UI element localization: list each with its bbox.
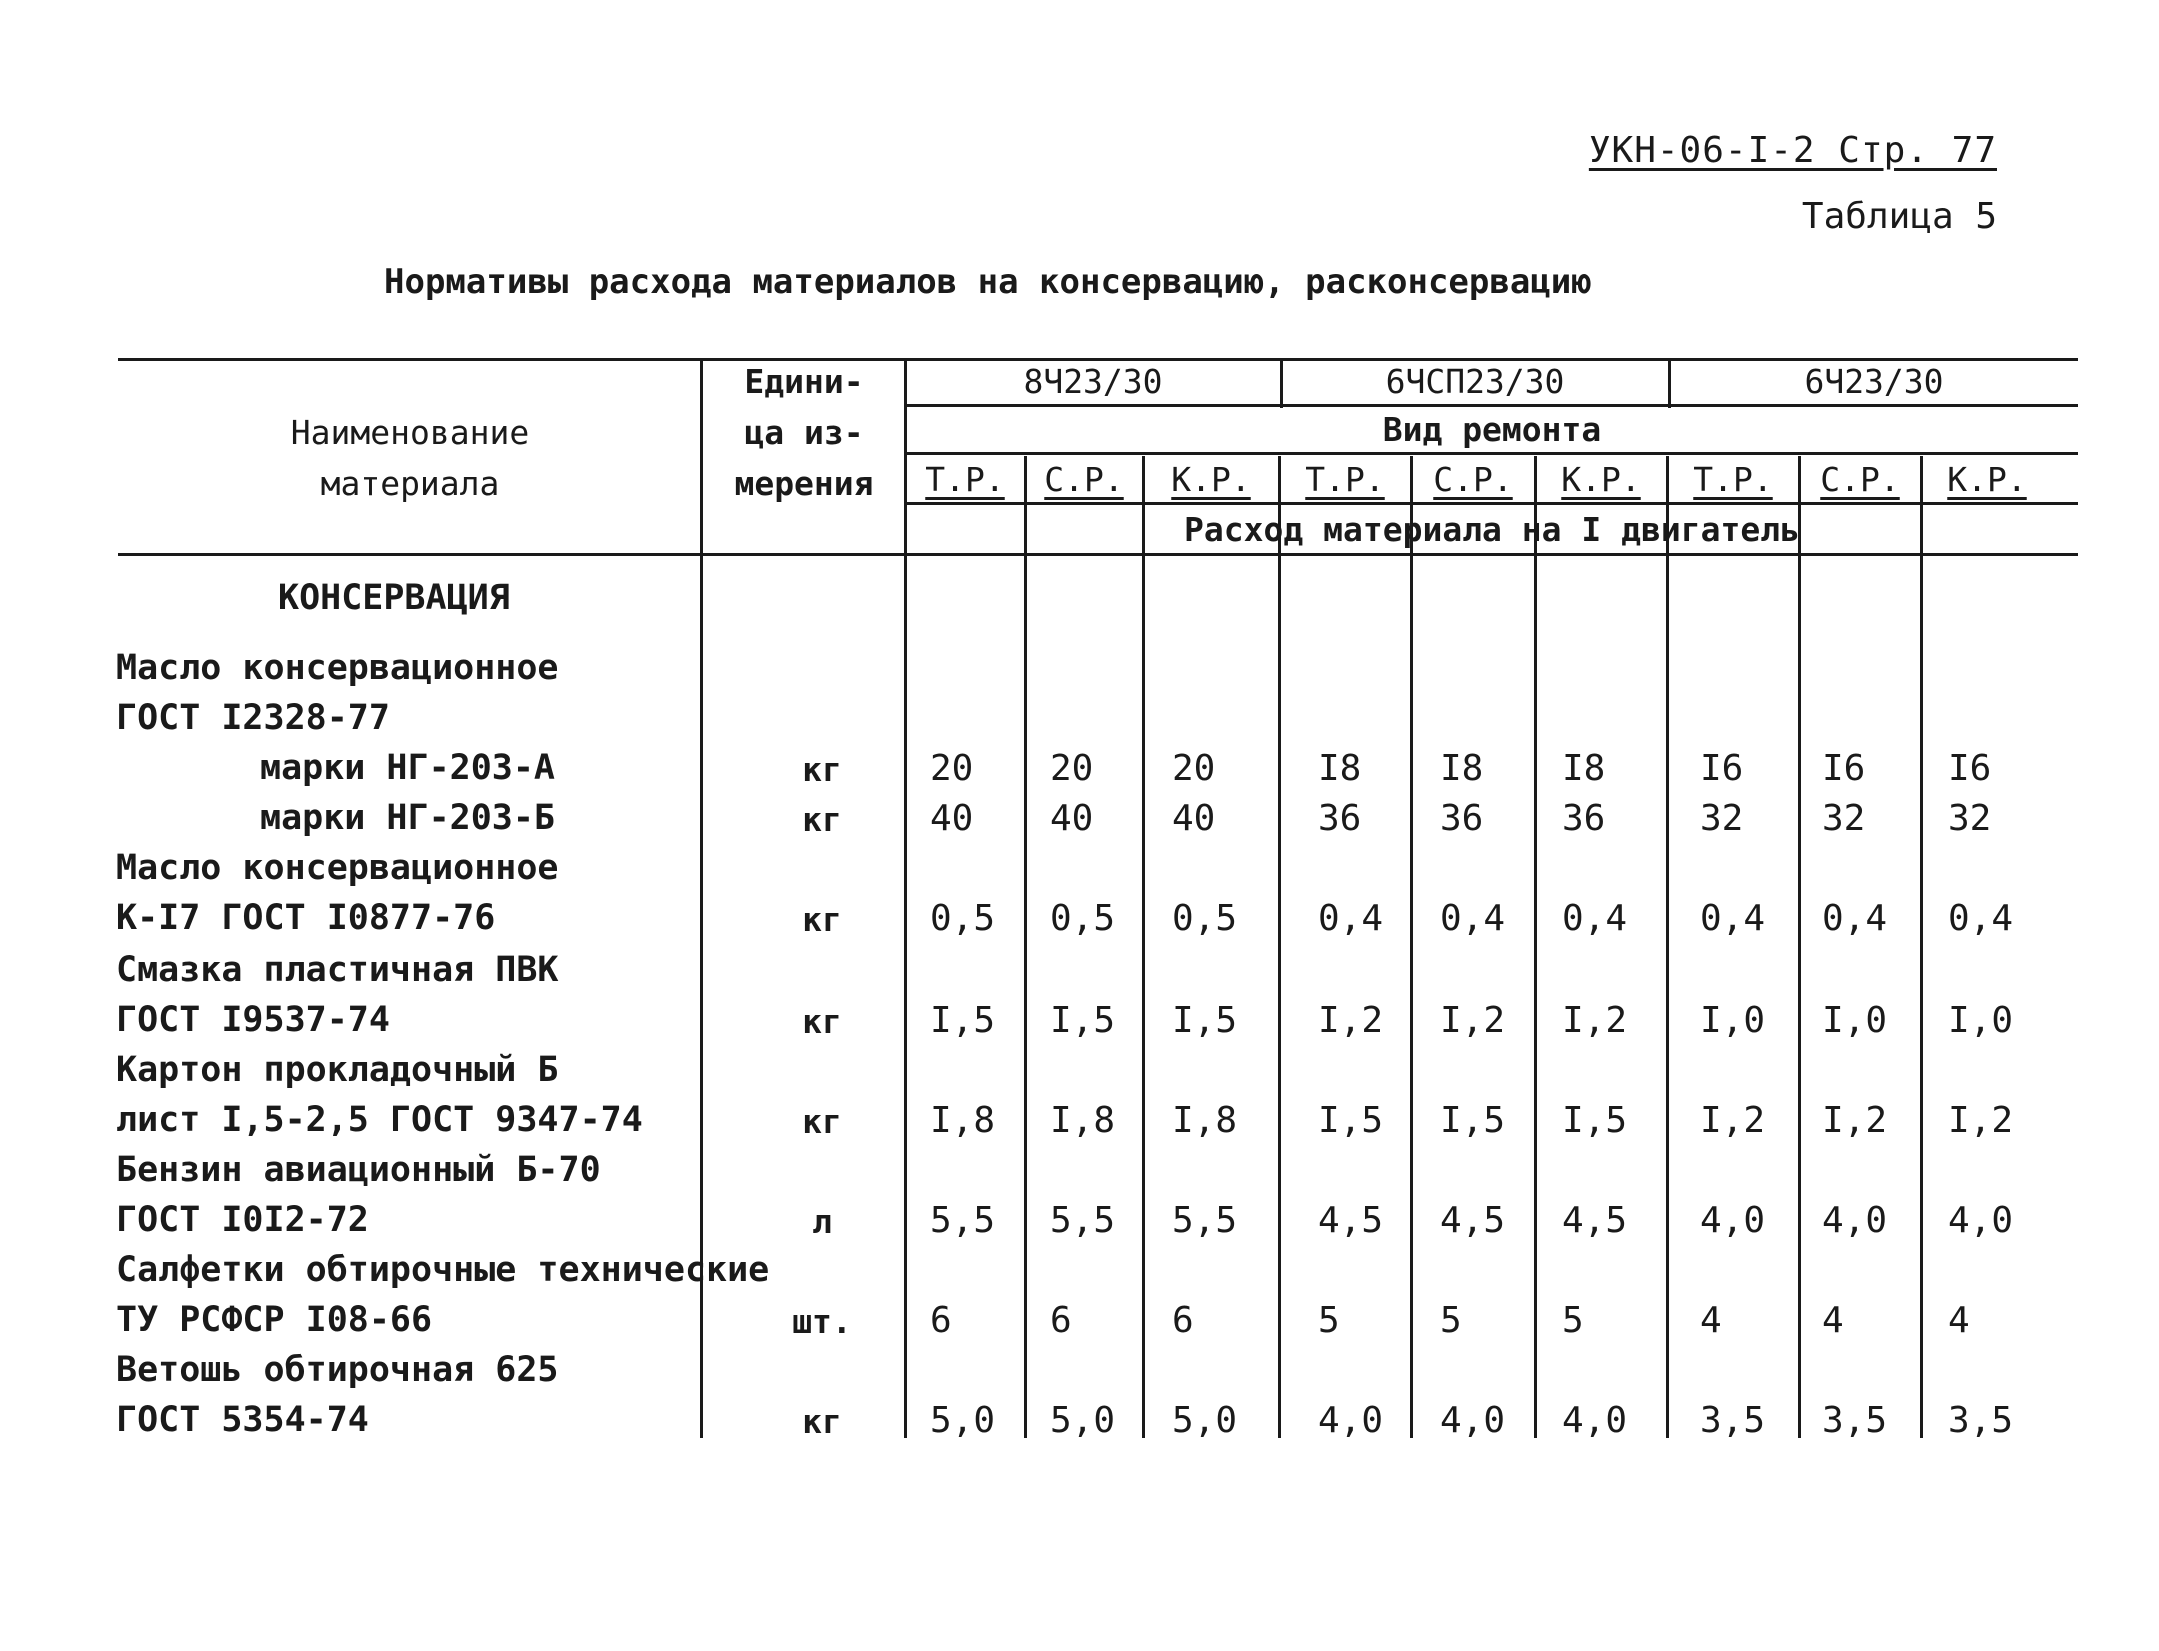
value-cell: 36 bbox=[1318, 798, 1362, 839]
unit-cell: кг bbox=[802, 1102, 842, 1141]
header-bottom-rule bbox=[118, 553, 2078, 556]
value-cell: 5,5 bbox=[1172, 1200, 1238, 1241]
value-cell: 6 bbox=[1172, 1300, 1194, 1341]
value-cell: 0,4 bbox=[1822, 898, 1888, 939]
material-name: Бензин авиационный Б-70 bbox=[116, 1150, 601, 1190]
value-cell: 5,0 bbox=[1050, 1400, 1116, 1441]
value-cell: 4 bbox=[1700, 1300, 1722, 1341]
repair-code: С.Р. bbox=[1433, 460, 1513, 499]
value-cell: I,5 bbox=[1562, 1100, 1628, 1141]
material-spec: ГОСТ I9537-74 bbox=[116, 1000, 390, 1040]
table-title: Нормативы расхода материалов на консервацию, расконсервацию bbox=[384, 262, 1592, 302]
value-cell: I,8 bbox=[930, 1100, 996, 1141]
value-cell: I,5 bbox=[1440, 1100, 1506, 1141]
value-cell: 0,5 bbox=[930, 898, 996, 939]
value-cell: 4 bbox=[1948, 1300, 1970, 1341]
value-cell: 5 bbox=[1562, 1300, 1584, 1341]
consumption-header: Расход материала на I двигатель bbox=[1184, 510, 1800, 549]
value-cell: 36 bbox=[1440, 798, 1484, 839]
material-spec: ГОСТ I0I2-72 bbox=[116, 1200, 369, 1240]
col-divider bbox=[1920, 456, 1923, 1438]
unit-header-line1: Едини- bbox=[744, 362, 864, 401]
value-cell: 4 bbox=[1822, 1300, 1844, 1341]
repair-code: Т.Р. bbox=[925, 460, 1005, 499]
value-cell: I,5 bbox=[930, 1000, 996, 1041]
col-divider bbox=[1410, 456, 1413, 1438]
value-cell: 20 bbox=[1050, 748, 1094, 789]
value-cell: 32 bbox=[1700, 798, 1744, 839]
value-cell: 0,4 bbox=[1318, 898, 1384, 939]
value-cell: 3,5 bbox=[1822, 1400, 1888, 1441]
value-cell: I6 bbox=[1700, 748, 1744, 789]
section-heading: КОНСЕРВАЦИЯ bbox=[278, 578, 510, 618]
value-cell: 20 bbox=[930, 748, 974, 789]
value-cell: 4,0 bbox=[1318, 1400, 1384, 1441]
value-cell: 5,0 bbox=[1172, 1400, 1238, 1441]
repair-code: Т.Р. bbox=[1693, 460, 1773, 499]
value-cell: I8 bbox=[1562, 748, 1606, 789]
value-cell: I,2 bbox=[1700, 1100, 1766, 1141]
unit-cell: кг bbox=[802, 800, 842, 839]
material-spec: К-I7 ГОСТ I0877-76 bbox=[116, 898, 496, 938]
unit-cell: шт. bbox=[792, 1302, 852, 1341]
col-divider bbox=[1142, 456, 1145, 1438]
value-cell: 0,4 bbox=[1562, 898, 1628, 939]
value-cell: 4,0 bbox=[1822, 1200, 1888, 1241]
material-name: Салфетки обтирочные технические bbox=[116, 1250, 770, 1290]
engine-header-6ch: 6Ч23/30 bbox=[1804, 362, 1944, 401]
col-divider bbox=[1278, 456, 1281, 1438]
value-cell: 4,0 bbox=[1562, 1400, 1628, 1441]
value-cell: 3,5 bbox=[1948, 1400, 2014, 1441]
value-cell: I6 bbox=[1822, 748, 1866, 789]
value-cell: I,2 bbox=[1562, 1000, 1628, 1041]
value-cell: 4,0 bbox=[1948, 1200, 2014, 1241]
value-cell: I,8 bbox=[1172, 1100, 1238, 1141]
value-cell: 5,5 bbox=[930, 1200, 996, 1241]
value-cell: 6 bbox=[1050, 1300, 1072, 1341]
repair-code: С.Р. bbox=[1044, 460, 1124, 499]
repair-type-rule bbox=[906, 452, 2078, 455]
material-name: Масло консервационное bbox=[116, 648, 559, 688]
repair-code: Т.Р. bbox=[1305, 460, 1385, 499]
unit-cell: кг bbox=[802, 900, 842, 939]
value-cell: 5,5 bbox=[1050, 1200, 1116, 1241]
value-cell: 32 bbox=[1822, 798, 1866, 839]
value-cell: I,5 bbox=[1318, 1100, 1384, 1141]
value-cell: 0,5 bbox=[1172, 898, 1238, 939]
unit-cell: кг bbox=[802, 750, 842, 789]
value-cell: 0,5 bbox=[1050, 898, 1116, 939]
engine-header-6chsp: 6ЧСП23/30 bbox=[1385, 362, 1565, 401]
value-cell: 4,5 bbox=[1562, 1200, 1628, 1241]
engine-header-8ch: 8Ч23/30 bbox=[1023, 362, 1163, 401]
col-divider bbox=[1024, 456, 1027, 1438]
value-cell: 32 bbox=[1948, 798, 1992, 839]
material-name: Картон прокладочный Б bbox=[116, 1050, 559, 1090]
value-cell: I,2 bbox=[1318, 1000, 1384, 1041]
material-name: Масло консервационное bbox=[116, 848, 559, 888]
name-header-line1: Наименование bbox=[290, 413, 530, 452]
value-cell: 5 bbox=[1440, 1300, 1462, 1341]
value-cell: 40 bbox=[1050, 798, 1094, 839]
value-cell: I8 bbox=[1440, 748, 1484, 789]
value-cell: I6 bbox=[1948, 748, 1992, 789]
unit-header-line2: ца из- bbox=[744, 413, 864, 452]
value-cell: 4,0 bbox=[1700, 1200, 1766, 1241]
value-cell: I,8 bbox=[1050, 1100, 1116, 1141]
material-spec: ГОСТ I2328-77 bbox=[116, 698, 390, 738]
unit-cell: л bbox=[812, 1202, 832, 1241]
material-spec: ТУ РСФСР I08-66 bbox=[116, 1300, 433, 1340]
value-cell: 4,0 bbox=[1440, 1400, 1506, 1441]
material-spec: лист I,5-2,5 ГОСТ 9347-74 bbox=[116, 1100, 643, 1140]
repair-code: К.Р. bbox=[1171, 460, 1251, 499]
unit-header-line3: мерения bbox=[734, 464, 874, 503]
value-cell: I,0 bbox=[1948, 1000, 2014, 1041]
value-cell: I,2 bbox=[1948, 1100, 2014, 1141]
value-cell: I,0 bbox=[1822, 1000, 1888, 1041]
table-number: Таблица 5 bbox=[1801, 196, 1997, 237]
col-divider bbox=[1534, 456, 1537, 1438]
value-cell: I,0 bbox=[1700, 1000, 1766, 1041]
value-cell: I,2 bbox=[1440, 1000, 1506, 1041]
repair-codes-rule bbox=[906, 502, 2078, 505]
value-cell: 5 bbox=[1318, 1300, 1340, 1341]
value-cell: I,5 bbox=[1172, 1000, 1238, 1041]
document-reference: УКН-06-I-2 Стр. 77 bbox=[1588, 130, 1997, 171]
value-cell: 5,0 bbox=[930, 1400, 996, 1441]
value-cell: 3,5 bbox=[1700, 1400, 1766, 1441]
engine-row-rule bbox=[906, 404, 2078, 407]
value-cell: 0,4 bbox=[1700, 898, 1766, 939]
repair-code: С.Р. bbox=[1820, 460, 1900, 499]
unit-cell: кг bbox=[802, 1002, 842, 1041]
value-cell: 0,4 bbox=[1440, 898, 1506, 939]
material-name: марки НГ-203-А bbox=[260, 748, 556, 788]
value-cell: I8 bbox=[1318, 748, 1362, 789]
value-cell: 40 bbox=[1172, 798, 1216, 839]
repair-code: К.Р. bbox=[1947, 460, 2027, 499]
value-cell: I,5 bbox=[1050, 1000, 1116, 1041]
table-top-rule bbox=[118, 358, 2078, 361]
value-cell: 40 bbox=[930, 798, 974, 839]
value-cell: I,2 bbox=[1822, 1100, 1888, 1141]
material-name: марки НГ-203-Б bbox=[260, 798, 556, 838]
unit-cell: кг bbox=[802, 1402, 842, 1441]
value-cell: 4,5 bbox=[1440, 1200, 1506, 1241]
value-cell: 36 bbox=[1562, 798, 1606, 839]
material-spec: ГОСТ 5354-74 bbox=[116, 1400, 369, 1440]
value-cell: 20 bbox=[1172, 748, 1216, 789]
repair-type-header: Вид ремонта bbox=[1382, 410, 1602, 449]
col-divider bbox=[1666, 456, 1669, 1438]
col-divider bbox=[1798, 456, 1801, 1438]
value-cell: 0,4 bbox=[1948, 898, 2014, 939]
material-name: Ветошь обтирочная 625 bbox=[116, 1350, 559, 1390]
value-cell: 6 bbox=[930, 1300, 952, 1341]
name-header-line2: материала bbox=[320, 464, 500, 503]
value-cell: 4,5 bbox=[1318, 1200, 1384, 1241]
repair-code: К.Р. bbox=[1561, 460, 1641, 499]
material-name: Смазка пластичная ПВК bbox=[116, 950, 559, 990]
